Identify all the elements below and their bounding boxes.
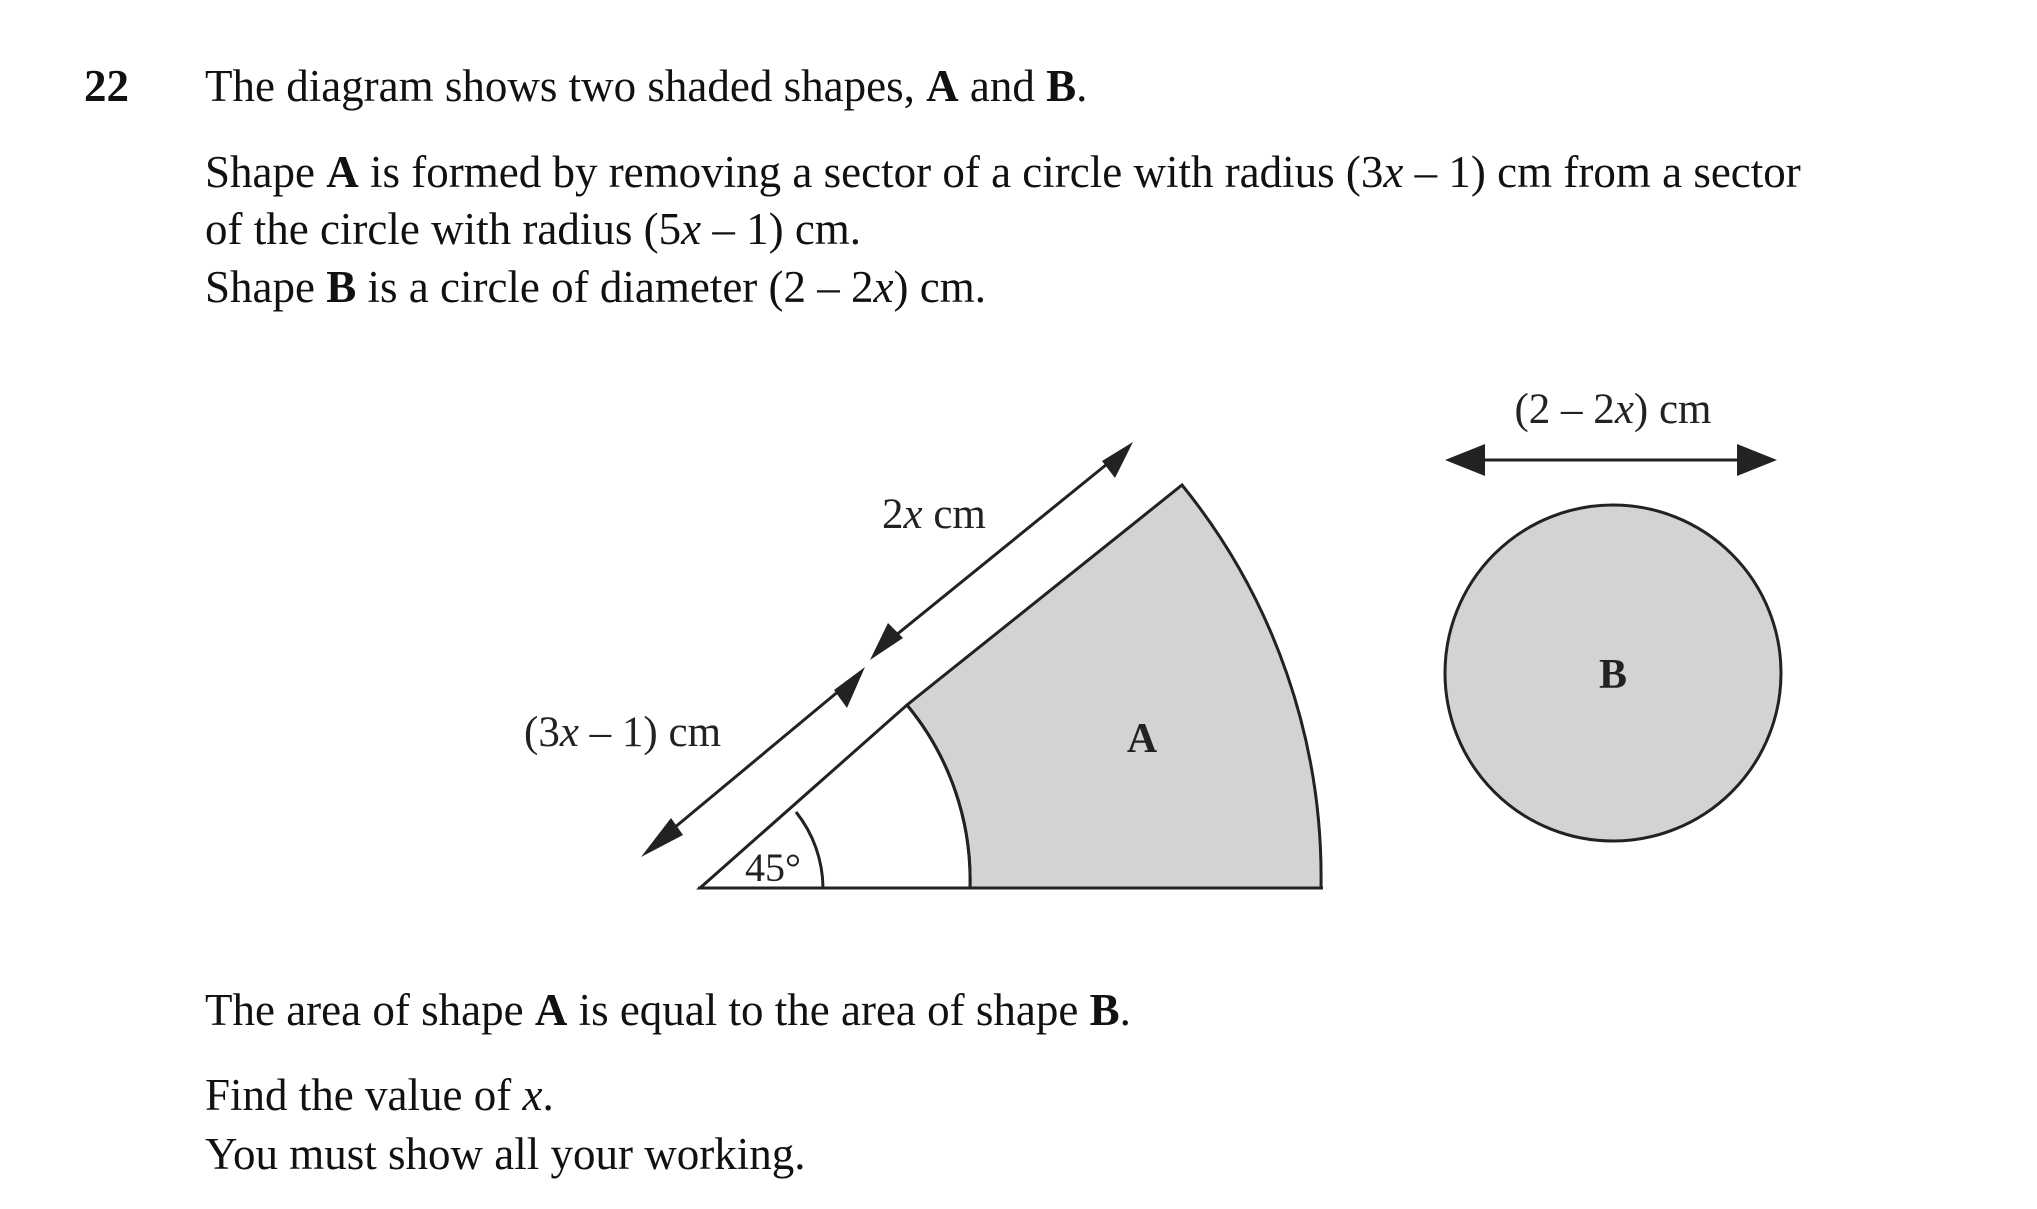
label-part: – 1) cm [578,709,722,756]
find-x-instruction [205,1069,554,1121]
text-part: Find the value of [205,1070,523,1120]
variable-x: x [1383,147,1404,197]
intro-text-part: . [1076,61,1088,111]
shape-a-annular-sector [907,485,1321,888]
inner-radius-arrowhead-top [834,667,865,708]
shape-a-ref: A [926,61,959,111]
text-part: Shape [205,147,327,197]
diameter-arrowhead-left [1445,444,1485,476]
label-part: cm [922,491,986,538]
intro-text-part: The diagram shows two shaded shapes, [205,61,927,111]
text-part: ) cm. [893,262,986,312]
variable-x: x [903,491,923,538]
shape-b-ref: B [326,262,357,312]
outer-arrowhead-top [1102,442,1133,478]
variable-x: x [873,262,894,312]
variable-x: x [1614,386,1634,433]
equal-area-statement [205,984,1131,1036]
variable-x: x [559,709,579,756]
shape-b-ref: B [1046,61,1077,111]
text-part: – 1) cm from a sector [1403,147,1801,197]
intro-text-part: and [958,61,1047,111]
text-part: . [1119,985,1131,1035]
angle-label: 45° [745,845,801,890]
text-part: is a circle of diameter (2 – 2 [356,262,874,312]
inner-radius-label [524,709,721,756]
outer-arrowhead-bottom [870,623,903,660]
shape-a-ref: A [534,985,568,1035]
variable-x: x [522,1070,543,1120]
label-part: (2 – 2 [1514,386,1615,433]
text-part: Shape [205,262,327,312]
text-part: of the circle with radius (5 [205,204,682,254]
diameter-label [1514,386,1711,433]
label-part: ) cm [1633,386,1712,433]
text-part: is equal to the area of shape [567,985,1090,1035]
label-part: (3 [524,709,560,756]
show-working-instruction: You must show all your working. [205,1129,806,1179]
shape-a-ref: A [326,147,359,197]
text-part: is formed by removing a sector of a circle with radius (3 [358,147,1384,197]
text-part: The area of shape [205,985,535,1035]
text-part: – 1) cm. [701,204,862,254]
variable-x: x [681,204,702,254]
text-part: . [542,1070,554,1120]
shape-b-ref: B [1089,985,1120,1035]
shape-b-label: B [1598,652,1628,698]
diameter-arrowhead-right [1737,444,1777,476]
label-part: 2 [882,491,904,538]
shape-a-label: A [1126,716,1158,762]
outer-length-label [882,491,986,538]
question-number: 22 [84,61,129,111]
